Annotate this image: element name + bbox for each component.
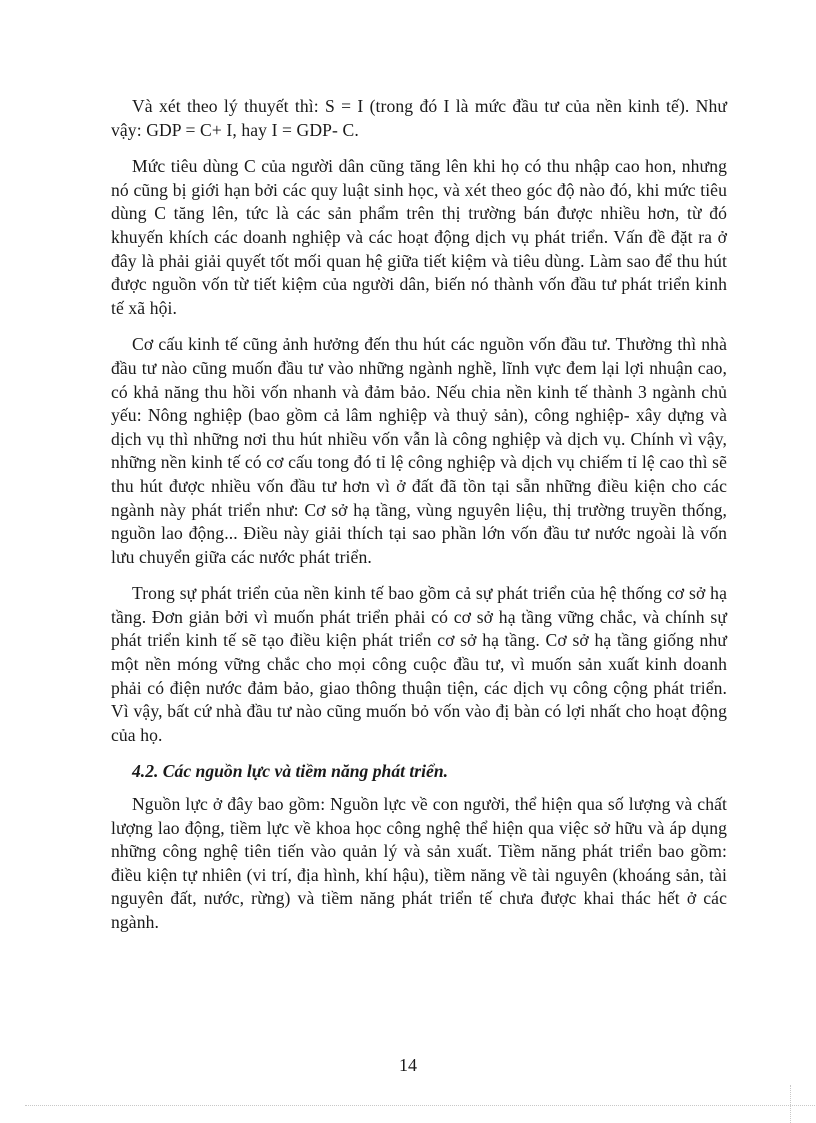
page-body [111, 95, 727, 948]
page-number: 14 [399, 1055, 417, 1075]
paragraph-savings-investment: Và xét theo lý thuyết thì: S = I (trong đó I là mức đầu tư của nền kinh tế). Như vậy: GDP = C+ I, hay I = GDP- C. [111, 96, 727, 140]
paragraph-infrastructure: Trong sự phát triển của nền kinh tế bao gồm cả sự phát triển của hệ thống cơ sở hạ tầng. Đơn giản bởi vì muốn phát triển phải có cơ sở hạ tầng vững chắc, và chính sự phát triển kinh tế sẽ tạo điều kiện phát triển cơ sở hạ tầng. Cơ sở hạ tầng giống như một nền móng vững chắc cho mọi công cuộc đầu tư, vì muốn sản xuất kinh doanh phải có điện nước đảm bảo, giao thông thuận tiện, các dịch vụ công cộng phát triển. Vì vậy, bất cứ nhà đầu tư nào cũng muốn bỏ vốn vào đị bàn có lợi nhất cho hoạt động của họ. [111, 583, 727, 745]
footer-dotted-rule [25, 1105, 815, 1106]
paragraph-economic-structure: Cơ cấu kinh tế cũng ảnh hưởng đến thu hút các nguồn vốn đầu tư. Thường thì nhà đầu tư nào cũng muốn đầu tư vào những ngành nghề, lĩnh vực đem lại lợi nhuận cao, có khả năng thu hồi vốn nhanh và đảm bảo. Nếu chia nền kinh tế thành 3 ngành chủ yếu: Nông nghiệp (bao gồm cả lâm nghiệp và thuỷ sản), công nghiệp- xây dựng và dịch vụ thì những nơi thu hút nhiều vốn vẫn là công nghiệp và dịch vụ. Chính vì vậy, những nền kinh tế có cơ cấu tong đó tỉ lệ công nghiệp và dịch vụ chiếm tỉ lệ cao thì sẽ thu hút được nhiều vốn đầu tư hơn vì ở đất đã tồn tại sẵn những điều kiện cho các ngành này phát triển như: Cơ sở hạ tầng, vùng nguyên liệu, thị trường truyền thống, nguồn lao động... Điều này giải thích tại sao phần lớn vốn đầu tư nước ngoài là vốn lưu chuyển giữa các nước phát triển. [111, 334, 727, 567]
paragraph-resources: Nguồn lực ở đây bao gồm: Nguồn lực về con người, thể hiện qua số lượng và chất lượng lao động, tiềm lực về khoa học công nghệ thể hiện qua việc sở hữu và áp dụng những công nghệ tiên tiến vào quản lý và sản xuất. Tiềm năng phát triển bao gồm: điều kiện tự nhiên (vi trí, địa hình, khí hậu), tiềm năng về tài nguyên (khoáng sản, tài nguyên đất, nước, rừng) và tiềm năng phát triển tế chưa được khai thác hết ở các ngành. [111, 794, 727, 932]
footer-dotted-edge [790, 1085, 791, 1123]
paragraph-consumption: Mức tiêu dùng C của người dân cũng tăng lên khi họ có thu nhập cao hon, nhưng nó cũng bị giới hạn bởi các quy luật sinh học, và xét theo góc độ nào đó, khi mức tiêu dùng C tăng lên, tức là các sản phẩm trên thị trường bán được nhiều hơn, từ đó khuyến khích các doanh nghiệp và các hoạt động dịch vụ phát triển. Vấn đề đặt ra ở đây là phải giải quyết tốt mối quan hệ giữa tiết kiệm và tiêu dùng. Làm sao để thu hút được nguồn vốn từ tiết kiệm của người dân, biến nó thành vốn đầu tư phát triển kinh tế xã hội. [111, 156, 727, 318]
section-heading: 4.2. Các nguồn lực và tiềm năng phát triển. [132, 761, 449, 782]
